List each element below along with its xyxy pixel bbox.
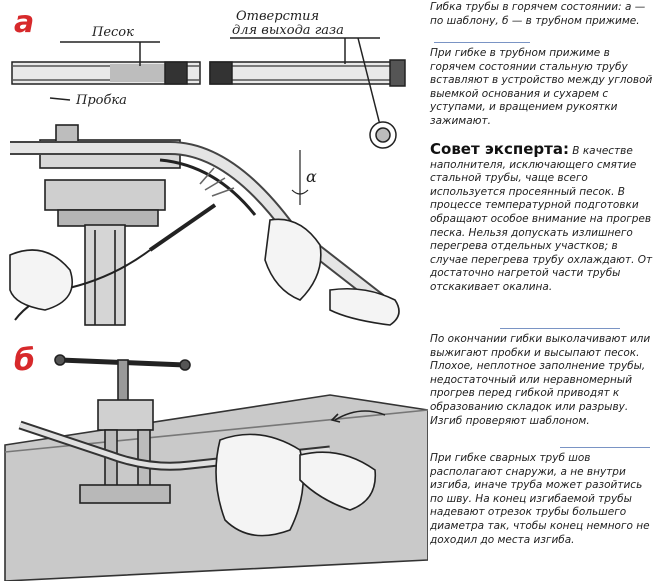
expert-advice — [430, 140, 655, 295]
label-angle-alpha: α — [306, 167, 317, 186]
label-holes-line1: Отверстия — [236, 9, 320, 24]
paragraph-finish — [430, 333, 655, 428]
expert-body: В качестве наполнителя, исключающего смятие стальной трубы, чаще всего используется просеянный песок. В процессе температурной подготовки обращают особое внимание на прогрев песка. Нельзя допускать излишнего перегрева отдельных участков; в случае перегрева трубу охлаждают. От достаточно нагретой части трубы отскакивает окалина. — [430, 145, 653, 293]
figure-letter-b: б — [14, 343, 35, 378]
divider-rule-3 — [560, 447, 650, 448]
paragraph-press-text: При гибке в трубном прижиме в горячем состоянии стальную трубу вставляют в устройство между угловой выемкой основания и сухарем с уступами, и вращением рукоятки зажимают. — [430, 47, 653, 127]
text-column — [430, 0, 657, 581]
divider-rule-2 — [500, 328, 620, 329]
label-plug: Пробка — [76, 93, 127, 108]
label-sand: Песок — [92, 25, 134, 40]
paragraph-weld — [430, 452, 655, 547]
paragraph-press — [430, 47, 655, 129]
label-holes-line2: для выхода газа — [232, 23, 344, 38]
paragraph-finish-text: По окончании гибки выколачивают или выжигают пробки и высыпают песок. Плохое, неплотное заполнение трубы, недостаточный или неравномерный прогрев перед гибкой приводят к образованию складок или разрыву. Изгиб проверяют шаблоном. — [430, 333, 651, 427]
figure-caption — [430, 1, 655, 28]
paragraph-weld-text: При гибке сварных труб шов располагают снаружи, а не внутри изгиба, иначе труба может разойтись по шву. На конец изгибаемой трубы надевают отрезок трубы большего диаметра так, чтобы конец немного не доходил до места изгиба. — [430, 452, 650, 546]
divider-rule-1 — [434, 42, 530, 43]
figure-letter-a: а — [14, 5, 35, 40]
caption-text: Гибка трубы в горячем состоянии: а — по шаблону, б — в трубном прижиме. — [430, 1, 646, 27]
expert-title: Совет эксперта: — [430, 140, 569, 158]
